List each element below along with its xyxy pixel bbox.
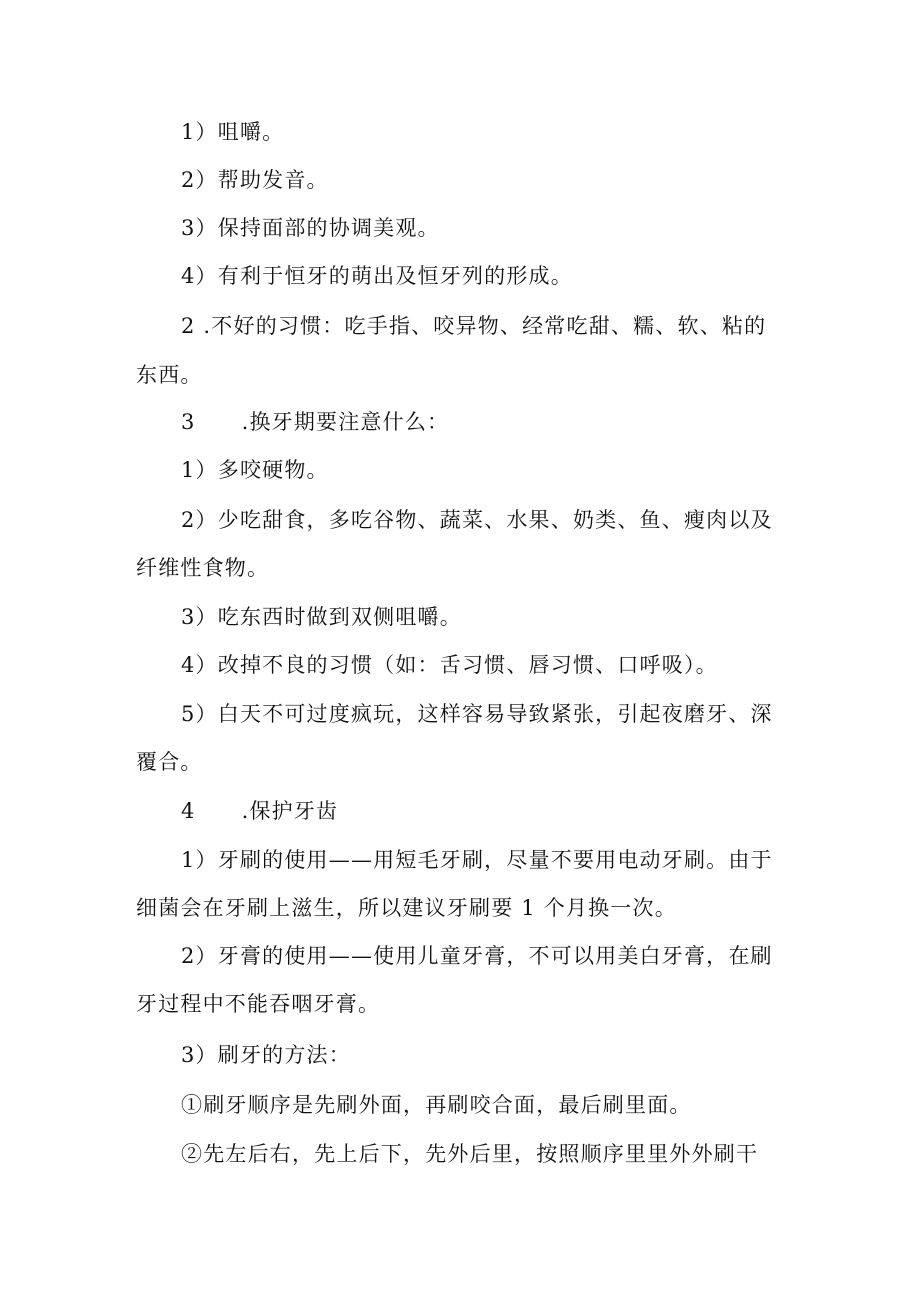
paragraph-line: 东西。 xyxy=(136,363,203,387)
paragraph-line: 牙过程中不能吞咽牙膏。 xyxy=(136,992,381,1016)
paragraph-line: 1）多咬硬物。 xyxy=(181,458,329,482)
section-title: .保护牙齿 xyxy=(241,799,339,823)
paragraph-line: 4）有利于恒牙的萌出及恒牙列的形成。 xyxy=(181,264,573,288)
section-number: 4 xyxy=(181,799,196,823)
paragraph-line: 细菌会在牙刷上滋生，所以建议牙刷要 1 个月换一次。 xyxy=(136,896,677,920)
paragraph-line: 5）白天不可过度疯玩，这样容易导致紧张，引起夜磨牙、深 xyxy=(181,702,773,726)
paragraph-line: 2）牙膏的使用——使用儿童牙膏，不可以用美白牙膏，在刷 xyxy=(181,944,773,968)
paragraph-line: 2）少吃甜食，多吃谷物、蔬菜、水果、奶类、鱼、瘦肉以及 xyxy=(181,508,773,532)
paragraph-line: 3）吃东西时做到双侧咀嚼。 xyxy=(181,605,462,629)
paragraph-line: 覆合。 xyxy=(136,750,203,774)
list-item: ①刷牙顺序是先刷外面，再刷咬合面，最后刷里面。 xyxy=(181,1093,692,1117)
paragraph-line: 3）刷牙的方法： xyxy=(181,1043,351,1067)
paragraph-line: 3）保持面部的协调美观。 xyxy=(181,216,440,240)
list-item: ②先左后右，先上后下，先外后里，按照顺序里里外外刷干 xyxy=(181,1142,759,1166)
paragraph-line: 4）改掉不良的习惯（如：舌习惯、唇习惯、口呼吸）。 xyxy=(181,653,718,677)
section-heading-4 xyxy=(181,797,338,825)
paragraph-line: 2）帮助发音。 xyxy=(181,168,329,192)
section-number: 3 xyxy=(181,410,196,434)
paragraph-line: 1）牙刷的使用——用短毛牙刷，尽量不要用电动牙刷。由于 xyxy=(181,848,773,872)
paragraph-line: 1）咀嚼。 xyxy=(181,120,285,144)
section-title: .换牙期要注意什么： xyxy=(241,410,450,434)
paragraph-line: 2 .不好的习惯：吃手指、咬异物、经常吃甜、糯、软、粘的 xyxy=(181,314,767,338)
paragraph-line: 纤维性食物。 xyxy=(136,556,270,580)
section-heading-3 xyxy=(181,408,449,436)
